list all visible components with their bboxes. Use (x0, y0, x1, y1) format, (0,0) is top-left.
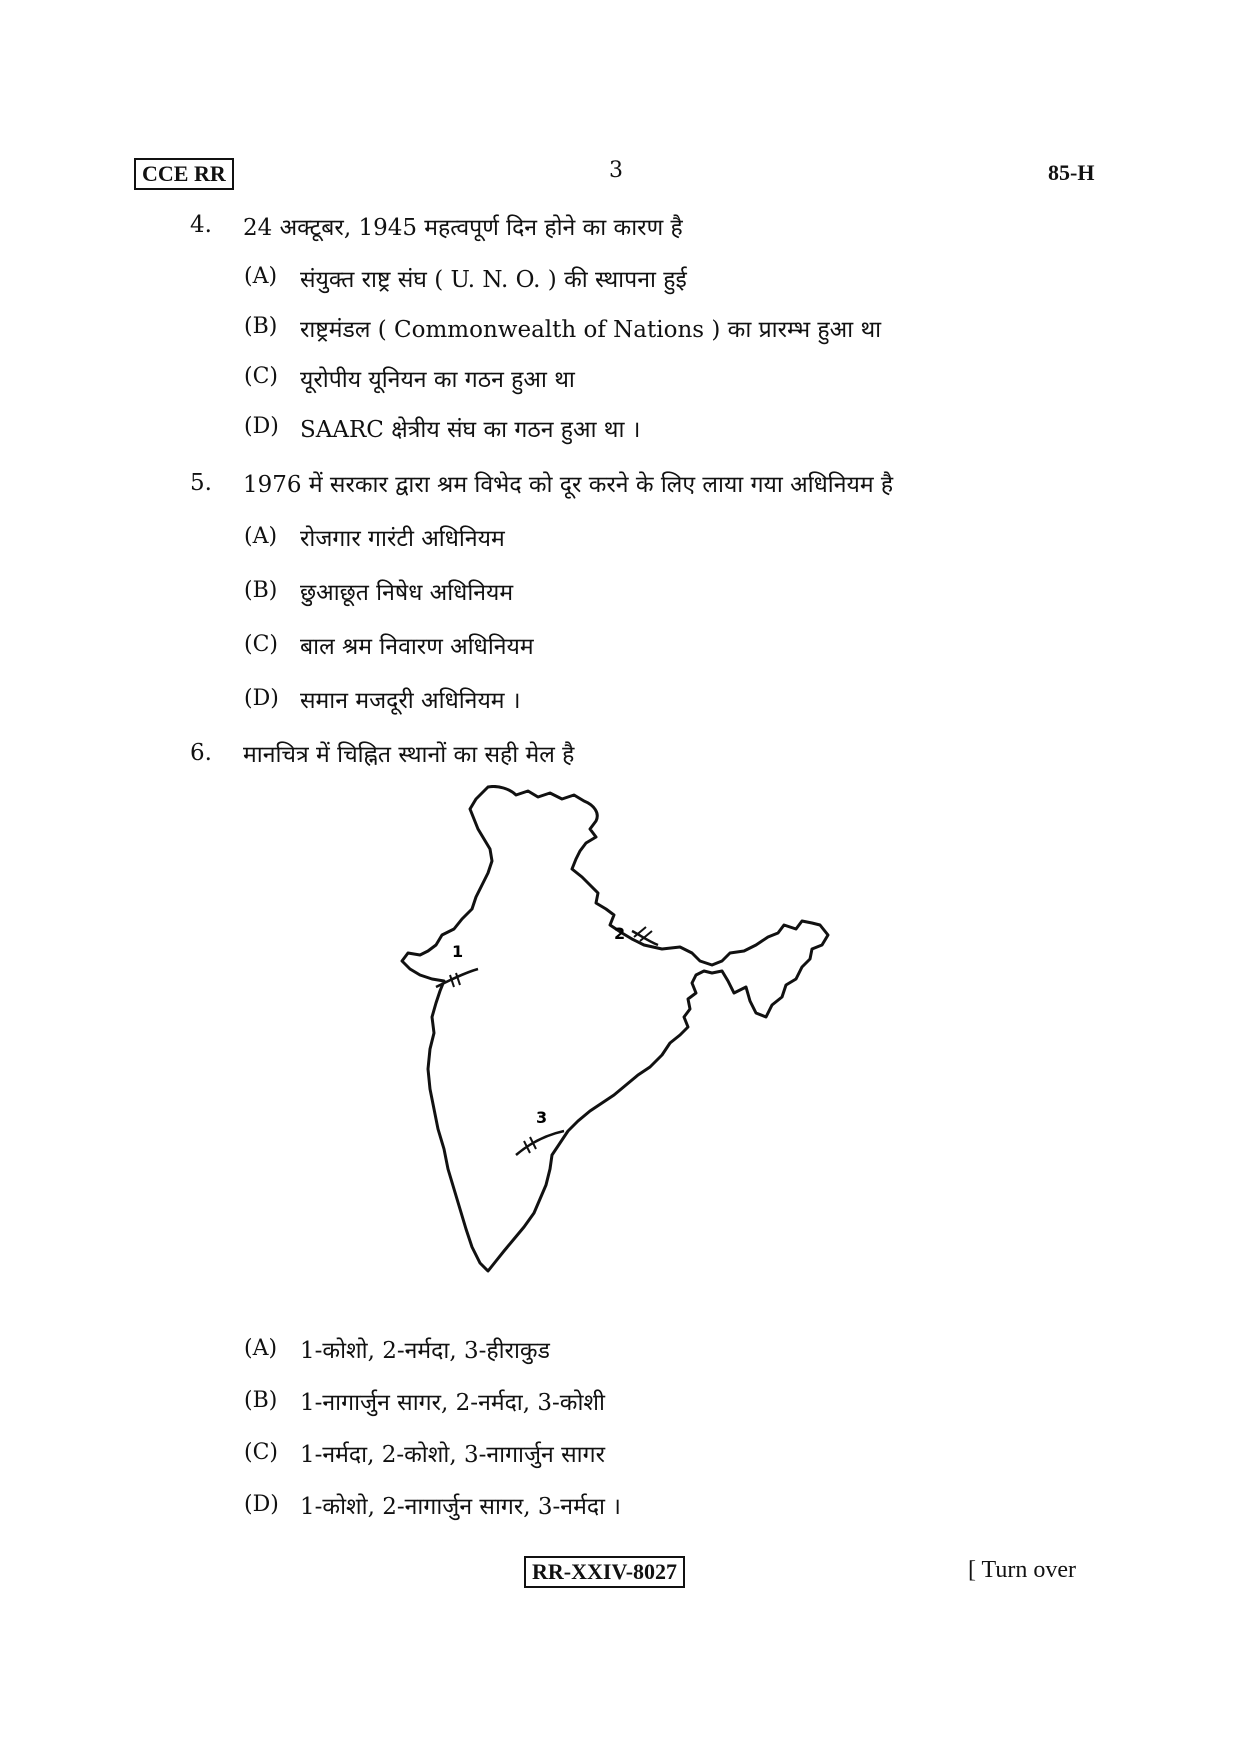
q4-option-a-text: संयुक्त राष्ट्र संघ ( U. N. O. ) की स्थापना हुई (300, 267, 687, 293)
q6-option-d-label: (D) (244, 1492, 279, 1517)
q4-option-a-label: (A) (244, 264, 278, 289)
header-left-code: CCE RR (134, 158, 234, 190)
q5-option-a-label: (A) (244, 524, 278, 549)
q4-option-c-label: (C) (244, 364, 278, 389)
question-4-text: 24 अक्टूबर, 1945 महत्वपूर्ण दिन होने का कारण है (243, 215, 683, 241)
q5-option-b-label: (B) (244, 578, 278, 603)
q5-option-c-text: बाल श्रम निवारण अधिनियम (300, 634, 534, 660)
q6-option-b-label: (B) (244, 1388, 278, 1413)
page-number: 3 (609, 158, 623, 183)
india-outline (402, 786, 828, 1271)
q4-option-b-text: राष्ट्रमंडल ( Commonwealth of Nations ) का प्रारम्भ हुआ था (300, 317, 882, 343)
q5-option-b-text: छुआछूत निषेध अधिनियम (300, 580, 514, 606)
q5-option-c-label: (C) (244, 632, 278, 657)
q6-option-b-text: 1-नागार्जुन सागर, 2-नर्मदा, 3-कोशी (300, 1390, 605, 1416)
q6-option-d-text: 1-कोशो, 2-नागार्जुन सागर, 3-नर्मदा । (300, 1494, 622, 1520)
question-4-number: 4. (190, 212, 212, 238)
marker-3-label: 3 (536, 1108, 548, 1127)
q4-option-b-label: (B) (244, 314, 278, 339)
marker-3-line (516, 1131, 564, 1155)
q6-option-a-text: 1-कोशो, 2-नर्मदा, 3-हीराकुड (300, 1338, 550, 1364)
question-5-text: 1976 में सरकार द्वारा श्रम विभेद को दूर करने के लिए लाया गया अधिनियम है (243, 472, 894, 498)
marker-2-label: 2 (614, 924, 626, 943)
q6-option-c-label: (C) (244, 1440, 278, 1465)
q4-option-d-text: SAARC क्षेत्रीय संघ का गठन हुआ था । (300, 417, 641, 443)
q4-option-d-label: (D) (244, 414, 279, 439)
q5-option-a-text: रोजगार गारंटी अधिनियम (300, 526, 505, 552)
q5-option-d-label: (D) (244, 686, 279, 711)
marker-1-label: 1 (452, 942, 464, 961)
question-6-text: मानचित्र में चिह्नित स्थानों का सही मेल है (243, 742, 575, 768)
marker-2-ticks (634, 927, 652, 941)
header-right-code: 85-H (1048, 160, 1095, 185)
q6-option-a-label: (A) (244, 1336, 278, 1361)
footer-code: RR-XXIV-8027 (524, 1556, 685, 1588)
turn-over-note: [ Turn over (968, 1557, 1077, 1583)
question-5-number: 5. (190, 470, 212, 496)
q5-option-d-text: समान मजदूरी अधिनियम । (300, 688, 521, 714)
india-outline-map (400, 785, 900, 1300)
question-6-number: 6. (190, 740, 212, 766)
q6-option-c-text: 1-नर्मदा, 2-कोशो, 3-नागार्जुन सागर (300, 1442, 605, 1468)
q4-option-c-text: यूरोपीय यूनियन का गठन हुआ था (300, 367, 575, 393)
